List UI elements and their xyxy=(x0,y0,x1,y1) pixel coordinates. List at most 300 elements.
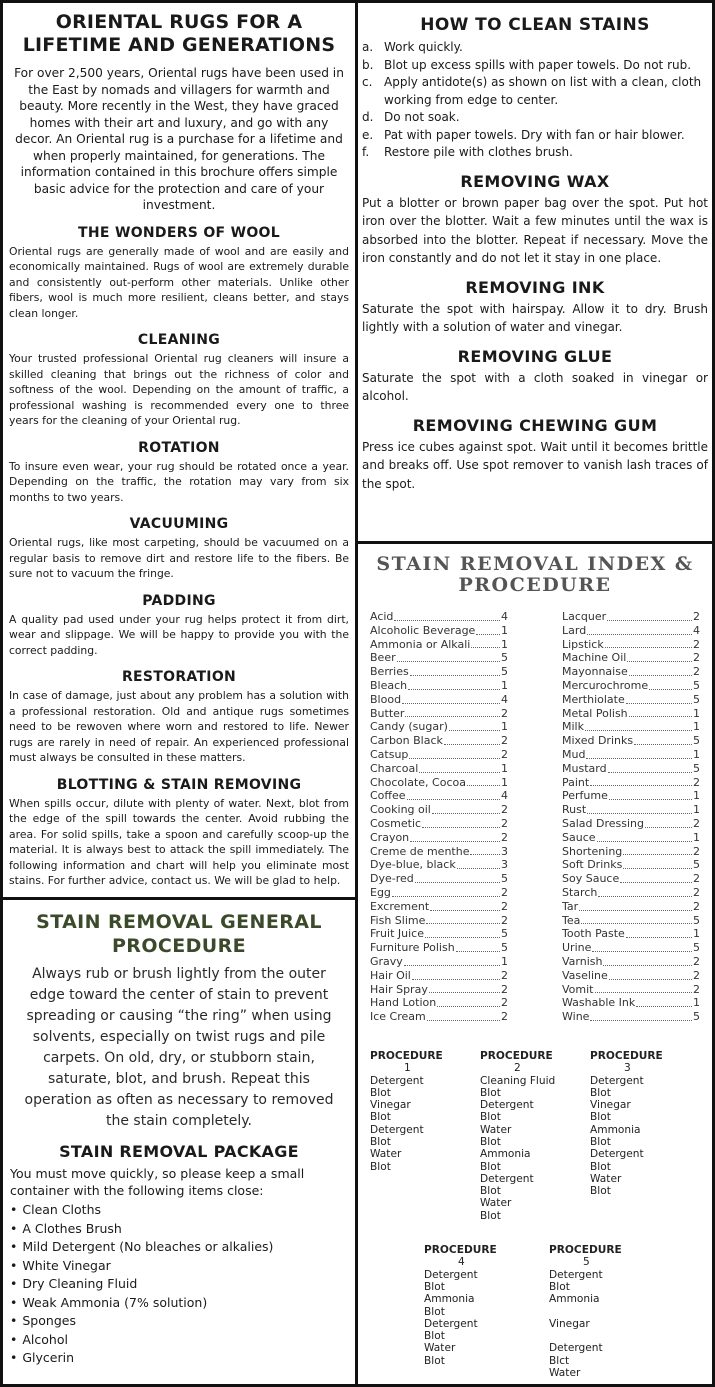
page-title: ORIENTAL RUGS FOR A LIFETIME AND GENERATIONS xyxy=(22,11,336,56)
stain-name: Cosmetic xyxy=(370,816,422,830)
procedure-number: 5 xyxy=(501,665,508,679)
step-letter: c. xyxy=(362,75,373,89)
stain-name: Mud xyxy=(562,747,586,761)
procedures-row-2 xyxy=(370,1244,700,1379)
leader-dots xyxy=(623,845,692,856)
leader-dots xyxy=(587,624,692,635)
index-column-left xyxy=(370,610,508,1024)
procedure-step: Vinegar xyxy=(370,1099,411,1112)
index-entry xyxy=(562,665,700,679)
procedure-number: 2 xyxy=(501,830,508,844)
stain-name: Furniture Polish xyxy=(370,941,455,955)
index-entry xyxy=(562,969,700,983)
procedure-number: 2 xyxy=(693,954,700,968)
procedure-number: 4 xyxy=(501,610,508,623)
section-text: To insure even wear, your rug should be rotated once a year. Depending on the traffic, the rotation may vary from six months to two years. xyxy=(9,459,349,504)
procedure-number: 5 xyxy=(693,678,700,692)
procedure-number: 2 xyxy=(693,885,700,899)
leader-dots xyxy=(457,858,500,869)
leader-dots xyxy=(590,776,692,787)
index-entry xyxy=(562,941,700,955)
procedure-number: 1 xyxy=(501,954,508,968)
index-title: STAIN REMOVAL INDEX & PROCEDURE xyxy=(376,553,694,596)
stain-name: Shortening xyxy=(562,844,623,858)
procedure-step: Blot xyxy=(370,1160,391,1173)
stain-index-panel xyxy=(355,541,715,1387)
step-text: Apply antidote(s) as shown on list with a clean, cloth working from edge to center. xyxy=(384,75,702,107)
package-title: STAIN REMOVAL PACKAGE xyxy=(59,1142,299,1161)
procedure-step: Detergent xyxy=(424,1317,478,1330)
procedure-step: Vinegar xyxy=(549,1317,590,1330)
procedure-number: 5 xyxy=(501,941,508,955)
package-item: • Clean Cloths xyxy=(10,1201,348,1220)
leader-dots xyxy=(404,955,500,966)
removal-heading: REMOVING INK xyxy=(465,277,605,297)
index-entry xyxy=(562,927,700,941)
package-item: • Mild Detergent (No bleaches or alkalies) xyxy=(10,1238,348,1257)
stain-name: Vaseline xyxy=(562,968,608,982)
leader-dots xyxy=(426,914,500,925)
leader-dots xyxy=(419,762,500,773)
procedure-step: Water xyxy=(424,1342,456,1355)
stain-name: Tar xyxy=(562,899,579,913)
stain-name: Hand Lotion xyxy=(370,996,437,1010)
leader-dots xyxy=(405,707,500,718)
removal-sections xyxy=(362,172,708,494)
procedure-number: 2 xyxy=(501,706,508,720)
procedure-step: Cleaning Fluid xyxy=(480,1074,556,1087)
index-entry xyxy=(562,983,700,997)
leader-dots xyxy=(609,789,692,800)
index-entry xyxy=(562,900,700,914)
leader-dots xyxy=(456,941,500,952)
index-entry xyxy=(562,914,700,928)
leader-dots xyxy=(592,941,692,952)
leader-dots xyxy=(397,651,500,662)
procedure-step: Detergent xyxy=(590,1074,644,1087)
leader-dots xyxy=(410,665,500,676)
procedure-step: Blot xyxy=(480,1086,501,1099)
procedure-number: 1 xyxy=(693,747,700,761)
index-entry xyxy=(562,789,700,803)
procedure-number: 1 xyxy=(501,720,508,734)
procedure-step: Blot xyxy=(590,1160,611,1173)
index-entry xyxy=(562,734,700,748)
procedure-step: Ammonia xyxy=(590,1123,641,1136)
general-procedure-panel xyxy=(0,897,358,1387)
step-text: Do not soak. xyxy=(384,110,460,124)
index-entry xyxy=(370,693,508,707)
leader-dots xyxy=(471,638,500,649)
index-entry xyxy=(562,610,700,624)
index-entry xyxy=(370,941,508,955)
stain-name: Mixed Drinks xyxy=(562,734,634,748)
leader-dots xyxy=(470,845,500,856)
stain-name: Bleach xyxy=(370,678,408,692)
leader-dots xyxy=(579,900,692,911)
procedure-number: 2 xyxy=(693,899,700,913)
step-letter: b. xyxy=(362,57,374,72)
leader-dots xyxy=(402,693,500,704)
procedure-number: 2 xyxy=(501,913,508,927)
step-letter: d. xyxy=(362,110,374,124)
procedure-step: Detergent xyxy=(424,1268,478,1281)
procedure-step: Water xyxy=(480,1197,512,1210)
procedure-number: 2 xyxy=(501,816,508,830)
stain-name: Gravy xyxy=(370,954,403,968)
stain-name: Blood xyxy=(370,692,402,706)
stain-name: Wine xyxy=(562,1010,590,1024)
procedure-4 xyxy=(424,1244,549,1379)
stain-name: Egg xyxy=(370,885,391,899)
index-entry xyxy=(370,803,508,817)
stain-name: Lipstick xyxy=(562,637,604,651)
procedure-number: 5 xyxy=(501,872,508,886)
procedure-number: 5 xyxy=(693,913,700,927)
index-entry xyxy=(370,872,508,886)
leader-dots xyxy=(444,734,500,745)
index-entry xyxy=(370,789,508,803)
leader-dots xyxy=(634,734,692,745)
procedure-number: 1 xyxy=(501,775,508,789)
stain-name: Lard xyxy=(562,623,587,637)
index-entry xyxy=(562,1010,700,1024)
leader-dots xyxy=(620,872,692,883)
leader-dots xyxy=(425,927,500,938)
leader-dots xyxy=(609,969,692,980)
stain-name: Charcoal xyxy=(370,761,419,775)
index-entry xyxy=(370,651,508,665)
stain-name: Berries xyxy=(370,665,409,679)
leader-dots xyxy=(429,983,500,994)
stain-name: Coffee xyxy=(370,789,406,803)
procedure-number: 2 xyxy=(693,775,700,789)
procedure-step: Detergent xyxy=(480,1172,534,1185)
procedure-number: 2 xyxy=(693,872,700,886)
removal-heading: REMOVING CHEWING GUM xyxy=(412,415,658,435)
package-text: You must move quickly, so please keep a small container with the following items close: xyxy=(10,1166,305,1198)
stain-name: Dye-blue, black xyxy=(370,858,456,872)
index-entry xyxy=(562,720,700,734)
rug-care-panel xyxy=(0,0,358,900)
index-entry xyxy=(562,679,700,693)
procedure-step: Water xyxy=(370,1148,402,1161)
index-entry xyxy=(370,638,508,652)
index-entry xyxy=(370,762,508,776)
section-text: When spills occur, dilute with plenty of water. Next, blot from the edge of the spill towards the center. Avoid rubbing the area. For solid spills, take a spoon and carefully scoop-up the material. It is always best to attack the spill immediately. The following information and chart will help you eliminate most stains. For further advice, contact us. We will be glad to help. xyxy=(9,796,349,887)
package-items-list xyxy=(10,1201,348,1368)
procedure-label: PROCEDURE xyxy=(590,1049,663,1062)
package-item: • Alcohol xyxy=(10,1331,348,1350)
stain-name: Mercurochrome xyxy=(562,678,649,692)
removal-heading: REMOVING WAX xyxy=(460,171,610,191)
index-entry xyxy=(370,748,508,762)
index-entry xyxy=(370,996,508,1010)
leader-dots xyxy=(585,720,692,731)
procedure-step: Blot xyxy=(590,1086,611,1099)
index-columns xyxy=(370,610,700,1024)
section-heading: BLOTTING & STAIN REMOVING xyxy=(56,776,302,793)
stain-name: Starch xyxy=(562,885,598,899)
procedure-number: 3 xyxy=(624,1062,631,1075)
procedure-number: 1 xyxy=(501,637,508,651)
stain-name: Paint xyxy=(562,775,590,789)
section-heading: PADDING xyxy=(142,592,216,609)
procedure-step: Detergent xyxy=(590,1148,644,1161)
procedure-number: 2 xyxy=(501,982,508,996)
stain-name: Candy (sugar) xyxy=(370,720,448,734)
procedure-step: Ammonia xyxy=(424,1293,475,1306)
procedure-label: PROCEDURE xyxy=(480,1049,553,1062)
procedure-number: 1 xyxy=(404,1062,411,1075)
procedure-number: 4 xyxy=(501,789,508,803)
leader-dots xyxy=(626,693,692,704)
leader-dots xyxy=(623,858,692,869)
procedure-number: 2 xyxy=(693,844,700,858)
procedure-2 xyxy=(480,1050,590,1222)
procedure-number: 1 xyxy=(501,678,508,692)
index-entry xyxy=(370,610,508,624)
procedure-step: Blot xyxy=(424,1280,445,1293)
leader-dots xyxy=(410,831,500,842)
index-entry xyxy=(370,707,508,721)
section-heading: ROTATION xyxy=(138,439,220,456)
index-entry xyxy=(562,872,700,886)
package-item: • Weak Ammonia (7% solution) xyxy=(10,1294,348,1313)
leader-dots xyxy=(407,789,500,800)
removal-text: Put a blotter or brown paper bag over the spot. Put hot iron over the blotter. Wait a few minutes until the wax is absorbed into the blotter. Repeat if necessary. Move the iron constantly and do not let it stay in one place. xyxy=(362,195,708,265)
procedure-number: 2 xyxy=(501,747,508,761)
section-text: In case of damage, just about any problem has a solution with a professional restoration. Old and antique rugs sometimes need to be rewoven where worn and restored to life. Newer rugs are rarely in need of repair. An experienced professional must always be consulted in these matters. xyxy=(9,689,349,764)
index-entry xyxy=(370,831,508,845)
stain-name: Acid xyxy=(370,610,394,623)
procedure-step: Water xyxy=(590,1172,622,1185)
procedure-number: 2 xyxy=(693,665,700,679)
stain-name: Hair Oil xyxy=(370,968,411,982)
index-entry xyxy=(370,858,508,872)
stain-name: Ice Cream xyxy=(370,1010,426,1024)
index-entry xyxy=(562,886,700,900)
procedure-step: Blot xyxy=(480,1111,501,1124)
index-entry xyxy=(370,665,508,679)
step-text: Pat with paper towels. Dry with fan or hair blower. xyxy=(384,127,685,142)
index-entry xyxy=(370,927,508,941)
stain-name: Butter xyxy=(370,706,405,720)
leader-dots xyxy=(392,886,500,897)
procedure-number: 2 xyxy=(501,899,508,913)
stain-name: Fish Slime xyxy=(370,913,426,927)
leader-dots xyxy=(586,748,692,759)
leader-dots xyxy=(629,665,692,676)
procedure-number: 1 xyxy=(693,830,700,844)
procedure-step: Blot xyxy=(480,1185,501,1198)
procedure-number: 5 xyxy=(501,651,508,665)
stain-name: Mayonnaise xyxy=(562,665,628,679)
index-entry xyxy=(370,720,508,734)
leader-dots xyxy=(595,983,693,994)
clean-stains-title: HOW TO CLEAN STAINS xyxy=(420,15,650,35)
clean-step xyxy=(362,57,708,75)
section-text: Oriental rugs, like most carpeting, should be vacuumed on a regular basis to remove dirt and restore life to the fibers. Be sure not to vacuum the fringe. xyxy=(9,536,349,580)
procedure-number: 2 xyxy=(693,968,700,982)
leader-dots xyxy=(408,679,500,690)
section-text: Oriental rugs are generally made of wool and are easily and economically maintained. Rugs of wool are extremely durable and consistently out-perform other materials. Unlike other fibers, wool is much more resilient, cleans better, and stays clean longer. xyxy=(9,244,349,320)
clean-steps-list xyxy=(362,39,708,162)
procedure-step xyxy=(549,1306,674,1318)
procedure-step: Blot xyxy=(480,1209,501,1222)
stain-name: Metal Polish xyxy=(562,706,628,720)
procedure-step: Ammonia xyxy=(480,1148,531,1161)
index-entry xyxy=(562,845,700,859)
procedure-number: 2 xyxy=(693,816,700,830)
index-entry xyxy=(370,679,508,693)
index-entry xyxy=(562,858,700,872)
procedure-step xyxy=(549,1330,674,1342)
index-entry xyxy=(370,817,508,831)
procedure-number: 5 xyxy=(693,692,700,706)
index-entry xyxy=(562,651,700,665)
index-entry xyxy=(562,638,700,652)
procedure-label: PROCEDURE xyxy=(370,1049,443,1062)
procedure-label: PROCEDURE xyxy=(549,1244,622,1257)
leader-dots xyxy=(636,996,692,1007)
procedure-number: 5 xyxy=(693,1010,700,1024)
stain-name: Crayon xyxy=(370,830,410,844)
procedure-number: 2 xyxy=(514,1062,521,1075)
stain-name: Vomit xyxy=(562,982,594,996)
leader-dots xyxy=(598,886,692,897)
procedure-3 xyxy=(590,1050,700,1222)
index-entry xyxy=(562,803,700,817)
stain-name: Salad Dressing xyxy=(562,816,644,830)
leader-dots xyxy=(412,969,500,980)
procedure-number: 1 xyxy=(693,927,700,941)
section-text: Your trusted professional Oriental rug cleaners will insure a skilled cleaning that brings out the richness of color and softness of the wool. Depending on the amount of traffic, a professional washing is recommended every one to three years for the cleaning of your Oriental rug. xyxy=(9,352,349,427)
index-entry xyxy=(370,1010,508,1024)
stain-name: Creme de menthe xyxy=(370,844,470,858)
leader-dots xyxy=(608,762,692,773)
procedure-number: 2 xyxy=(501,734,508,748)
index-entry xyxy=(370,734,508,748)
procedure-number: 2 xyxy=(693,610,700,623)
clean-stains-panel xyxy=(355,0,715,544)
procedure-5 xyxy=(549,1244,674,1379)
stain-name: Mustard xyxy=(562,761,607,775)
care-sections xyxy=(9,225,349,889)
procedure-step: Blot xyxy=(370,1111,391,1124)
procedure-step: Detergent xyxy=(549,1268,603,1281)
leader-dots xyxy=(409,748,500,759)
index-entry xyxy=(562,831,700,845)
stain-name: Chocolate, Cocoa xyxy=(370,775,466,789)
leader-dots xyxy=(649,679,692,690)
leader-dots xyxy=(607,610,692,621)
procedure-step: Vinegar xyxy=(590,1099,631,1112)
leader-dots xyxy=(581,914,692,925)
procedure-number: 5 xyxy=(693,761,700,775)
stain-name: Hair Spray xyxy=(370,982,428,996)
package-item: • Sponges xyxy=(10,1312,348,1331)
procedure-step: Blot xyxy=(424,1305,445,1318)
index-entry xyxy=(562,707,700,721)
index-entry xyxy=(370,886,508,900)
procedure-number: 2 xyxy=(501,996,508,1010)
stain-name: Beer xyxy=(370,651,396,665)
index-entry xyxy=(370,955,508,969)
index-entry xyxy=(370,914,508,928)
procedure-number: 4 xyxy=(693,623,700,637)
index-entry xyxy=(562,817,700,831)
procedure-number: 2 xyxy=(501,1010,508,1024)
procedure-number: 5 xyxy=(583,1256,590,1269)
section-text: A quality pad used under your rug helps protect it from dirt, wear and slippage. We will be happy to provide you with the correct padding. xyxy=(9,612,349,657)
procedure-number: 4 xyxy=(458,1256,465,1269)
procedure-step: Blot xyxy=(590,1185,611,1198)
leader-dots xyxy=(427,1010,500,1021)
clean-step xyxy=(362,39,708,57)
procedure-number: 5 xyxy=(501,927,508,941)
removal-text: Saturate the spot with hairspay. Allow it to dry. Brush lightly with a solution of water and vinegar. xyxy=(362,301,708,334)
section-heading: CLEANING xyxy=(137,332,221,348)
package-item: • A Clothes Brush xyxy=(10,1220,348,1239)
stain-name: Ammonia or Alkali xyxy=(370,637,471,651)
leader-dots xyxy=(467,776,500,787)
clean-step xyxy=(362,109,708,127)
clean-step xyxy=(362,74,708,109)
procedure-step: Water xyxy=(480,1123,512,1136)
index-entry xyxy=(370,776,508,790)
procedure-step: Detergent xyxy=(370,1123,424,1136)
procedure-step: Blot xyxy=(590,1135,611,1148)
index-entry xyxy=(562,776,700,790)
procedure-number: 2 xyxy=(501,885,508,899)
leader-dots xyxy=(627,651,692,662)
leader-dots xyxy=(587,803,692,814)
index-entry xyxy=(562,996,700,1010)
leader-dots xyxy=(597,831,692,842)
stain-name: Sauce xyxy=(562,830,596,844)
stain-name: Tea xyxy=(562,913,581,927)
leader-dots xyxy=(645,817,692,828)
index-entry xyxy=(370,969,508,983)
index-entry xyxy=(562,762,700,776)
step-letter: e. xyxy=(362,127,374,142)
stain-name: Soy Sauce xyxy=(562,872,620,886)
leader-dots xyxy=(626,927,692,938)
procedures-row-1 xyxy=(370,1050,700,1222)
section-heading: THE WONDERS OF WOOL xyxy=(78,224,280,241)
procedure-number: 3 xyxy=(501,858,508,872)
step-text: Work quickly. xyxy=(384,40,463,54)
procedure-number: 1 xyxy=(693,803,700,817)
leader-dots xyxy=(449,720,500,731)
stain-name: Fruit Juice xyxy=(370,927,424,941)
procedure-number: 5 xyxy=(693,941,700,955)
procedure-step: Blot xyxy=(424,1354,445,1367)
stain-name: Alcoholic Beverage xyxy=(370,623,476,637)
removal-text: Press ice cubes against spot. Wait until it becomes brittle and breaks off. Use spot remover to vanish lash traces of the spot. xyxy=(362,439,708,491)
procedure-step: Blot xyxy=(370,1086,391,1099)
leader-dots xyxy=(422,817,500,828)
step-letter: a. xyxy=(362,40,374,54)
procedure-number: 2 xyxy=(501,968,508,982)
stain-name: Merthiolate xyxy=(562,692,625,706)
stain-name: Varnish xyxy=(562,954,603,968)
procedure-number: 5 xyxy=(693,858,700,872)
procedure-step: Blct xyxy=(549,1354,570,1367)
index-entry xyxy=(562,624,700,638)
intro-text: For over 2,500 years, Oriental rugs have been used in the East by nomads and villagers for warmth and beauty. More recently in the West, they have graced homes with their art and luxury, and go with any decor. An Oriental rug is a purchase for a lifetime and when properly maintained, for generations. The information contained in this brochure offers simple basic advice for the protection and care of your investment. xyxy=(14,66,344,212)
